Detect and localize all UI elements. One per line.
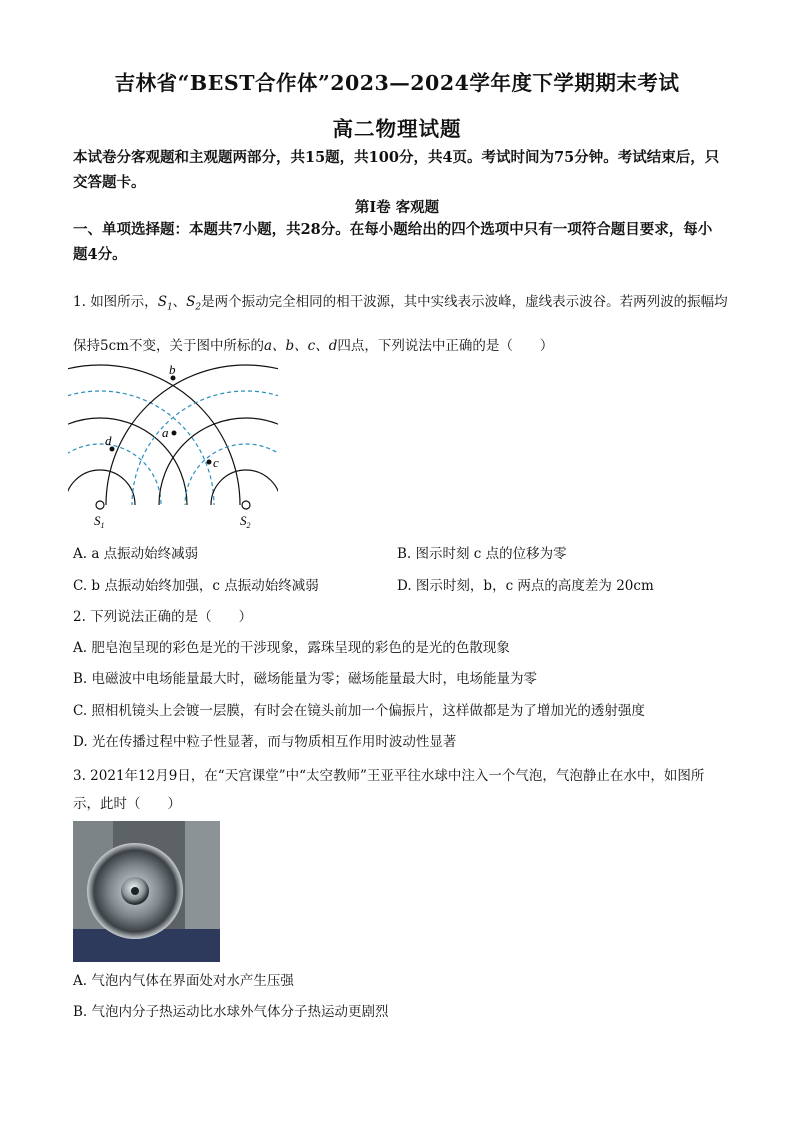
q2-option-b[interactable]: B. 电磁波中电场能量最大时，磁场能量为零；磁场能量最大时，电场能量为零 [73,671,538,687]
section-title: 第Ⅰ卷 客观题 [354,199,440,216]
label-s2: $S_2$ [240,513,251,530]
q1-option-d[interactable]: D. 图示时刻，b，c 两点的高度差为 20cm [397,578,654,594]
exam-intro: 本试卷分客观题和主观题两部分，共15题，共100分，共4页。考试时间为75分钟。考试结束后，只交答题卡。 [73,149,720,191]
q1-option-b[interactable]: B. 图示时刻 c 点的位移为零 [397,546,567,562]
water-ball-photo [73,821,220,962]
source-s2-marker [242,501,250,509]
exam-title: 吉林省“BEST合作体”2023—2024学年度下学期期末考试 [114,71,680,95]
q3-option-a[interactable]: A. 气泡内气体在界面处对水产生压强 [73,973,294,989]
question-1-stem: 1. 如图所示，$S_1$、$S_2$是两个振动完全相同的相干波源，其中实线表示波峰，虚线表示波谷。若两列波的振幅均保持5cm不变，关于图中所标的a、b、c、d四点，下列说法中正确的是（ ） [73,294,728,354]
source-s1-marker [96,501,104,509]
question-3-stem: 3. 2021年12月9日，在“天宫课堂”中“太空教师”王亚平往水球中注入一个气泡，气泡静止在水中，如图所示，此时（ ） [73,768,705,812]
label-c: c [213,455,219,470]
q2-option-d[interactable]: D. 光在传播过程中粒子性显著，而与物质相互作用时波动性显著 [73,734,457,750]
part1-heading: 一、单项选择题：本题共7小题，共28分。在每小题给出的四个选项中只有一项符合题目要求，每小题4分。 [73,221,713,263]
point-c-marker [207,460,212,465]
question-2-stem: 2. 下列说法正确的是（ ） [73,609,253,625]
exam-subtitle: 高二物理试题 [332,117,462,141]
label-b: b [169,362,176,377]
label-s1: $S_1$ [94,513,105,530]
q3-option-b[interactable]: B. 气泡内分子热运动比水球外气体分子热运动更剧烈 [73,1004,389,1020]
q1-option-a[interactable]: A. a 点振动始终减弱 [73,546,199,562]
interference-figure [68,355,278,531]
label-a: a [162,425,169,440]
q2-option-a[interactable]: A. 肥皂泡呈现的彩色是光的干涉现象，露珠呈现的彩色的是光的色散现象 [73,640,510,656]
point-a-marker [172,431,177,436]
label-d: d [105,433,112,448]
q1-option-c[interactable]: C. b 点振动始终加强，c 点振动始终减弱 [73,578,319,594]
q2-option-c[interactable]: C. 照相机镜头上会镀一层膜，有时会在镜头前加一个偏振片，这样做都是为了增加光的透射强度 [73,703,645,719]
